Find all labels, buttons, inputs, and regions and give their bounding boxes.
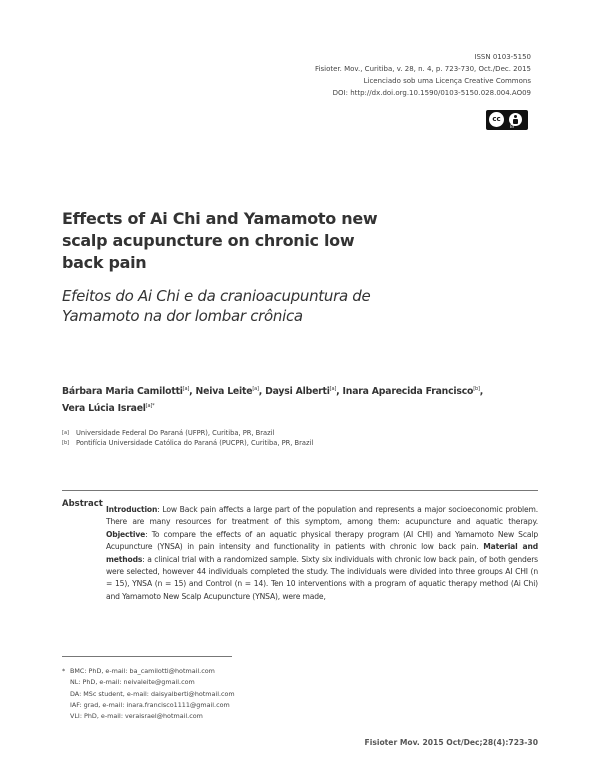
journal-meta — [271, 51, 531, 99]
affiliation-key: [b] — [62, 440, 70, 446]
intro-label: Introduction — [106, 505, 158, 514]
author-name: Vera Lúcia Israel — [62, 403, 146, 415]
methods-label: Material and methods — [106, 542, 538, 564]
abstract-label: Abstract — [62, 499, 103, 509]
issn: ISSN 0103-5150 — [474, 53, 531, 61]
footnote-star: * — [62, 667, 66, 675]
doi-link[interactable]: DOI: http://dx.doi.org.10.1590/0103-5150.028.004.AO09 — [332, 89, 531, 97]
author-affil-mark: [a] — [252, 386, 259, 392]
affiliation-text: Universidade Federal Do Paraná (UFPR), Curitiba, PR, Brazil — [76, 429, 275, 437]
footnote-line: VLI: PhD, e-mail: veraisrael@hotmail.com — [70, 712, 203, 721]
intro-text: : Low Back pain affects a large part of the population and represents a major socioeconomic problem. There are many resources for treatment of this symptom, among them: acupuncture and aquatic therapy. — [106, 505, 538, 527]
citation: Fisioter. Mov., Curitiba, v. 28, n. 4, p. 723-730, Oct./Dec. 2015 — [315, 65, 531, 73]
affiliation-item — [62, 438, 542, 448]
author-name: Inara Aparecida Francisco — [342, 386, 474, 398]
author-name: Neiva Leite — [195, 386, 253, 398]
cc-circle: cc — [489, 112, 504, 127]
cc-by-icon[interactable] — [486, 110, 528, 130]
footnote-divider — [62, 656, 232, 657]
author-affil-mark: [a]* — [145, 403, 155, 410]
article-subtitle: Efeitos do Ai Chi e da cranioacupuntura de Yamamoto na dor lombar crônica — [62, 287, 371, 325]
article-title: Effects of Ai Chi and Yamamoto new scalp acupuncture on chronic low back pain — [62, 209, 378, 272]
by-label: BY — [510, 124, 515, 129]
page-footer: Fisioter Mov. 2015 Oct/Dec;28(4):723-30 — [364, 738, 538, 747]
objective-label: Objective — [106, 529, 146, 539]
author-list: Bárbara Maria Camilotti[a], Neiva Leite[a], Daysi Alberti[a], Inara Aparecida Francisco[b], Vera Lúcia Israel$^{[a]*}$ — [62, 386, 484, 415]
author-affil-mark: [a] — [329, 386, 337, 392]
methods-text: : a clinical trial with a randomized sample. Sixty six individuals with chronic low back pain, of both genders were selected, however 44 individuals completed the study. The individuals were divided into three groups AI CHI (n = 15), YNSA (n = 15) and Control (n = 14). Ten 10 interventions with a program of aquatic therapy method (Ai Chi) and Yamamoto New Scalp Acupuncture (YNSA), were made, — [106, 554, 538, 601]
author-name: Bárbara Maria Camilotti — [62, 386, 183, 398]
affiliation-key: [a] — [62, 430, 69, 436]
license-text: Licenciado sob uma Licença Creative Commons — [363, 77, 531, 85]
affiliations — [62, 428, 542, 448]
abstract-body — [106, 504, 538, 603]
author-name: Daysi Alberti — [265, 386, 330, 398]
author-affil-mark: [a] — [182, 386, 190, 392]
footnote-line: * BMC: PhD, e-mail: ba_camilotti@hotmail.com — [62, 666, 362, 677]
footnote-line: IAF: grad, e-mail: inara.francisco1111@gmail.com — [70, 700, 230, 709]
abstract-divider — [62, 490, 538, 491]
footnote-line: DA: MSc student, e-mail: daisyalberti@hotmail.com — [70, 689, 235, 698]
author-affil-mark: [b] — [473, 386, 480, 392]
affiliation-item — [62, 428, 542, 438]
footnote-line: NL: PhD, e-mail: neivaleite@gmail.com — [70, 678, 195, 687]
footnotes — [62, 666, 362, 722]
objective-text: : To compare the effects of an aquatic physical therapy program (AI CHI) and Yamamoto New Scalp Acupuncture (YNSA) in pain intensity and functionality in patients with chronic low back pain. — [106, 529, 538, 552]
affiliation-text: Pontifícia Universidade Católica do Paraná (PUCPR), Curitiba, PR, Brazil — [76, 439, 314, 447]
